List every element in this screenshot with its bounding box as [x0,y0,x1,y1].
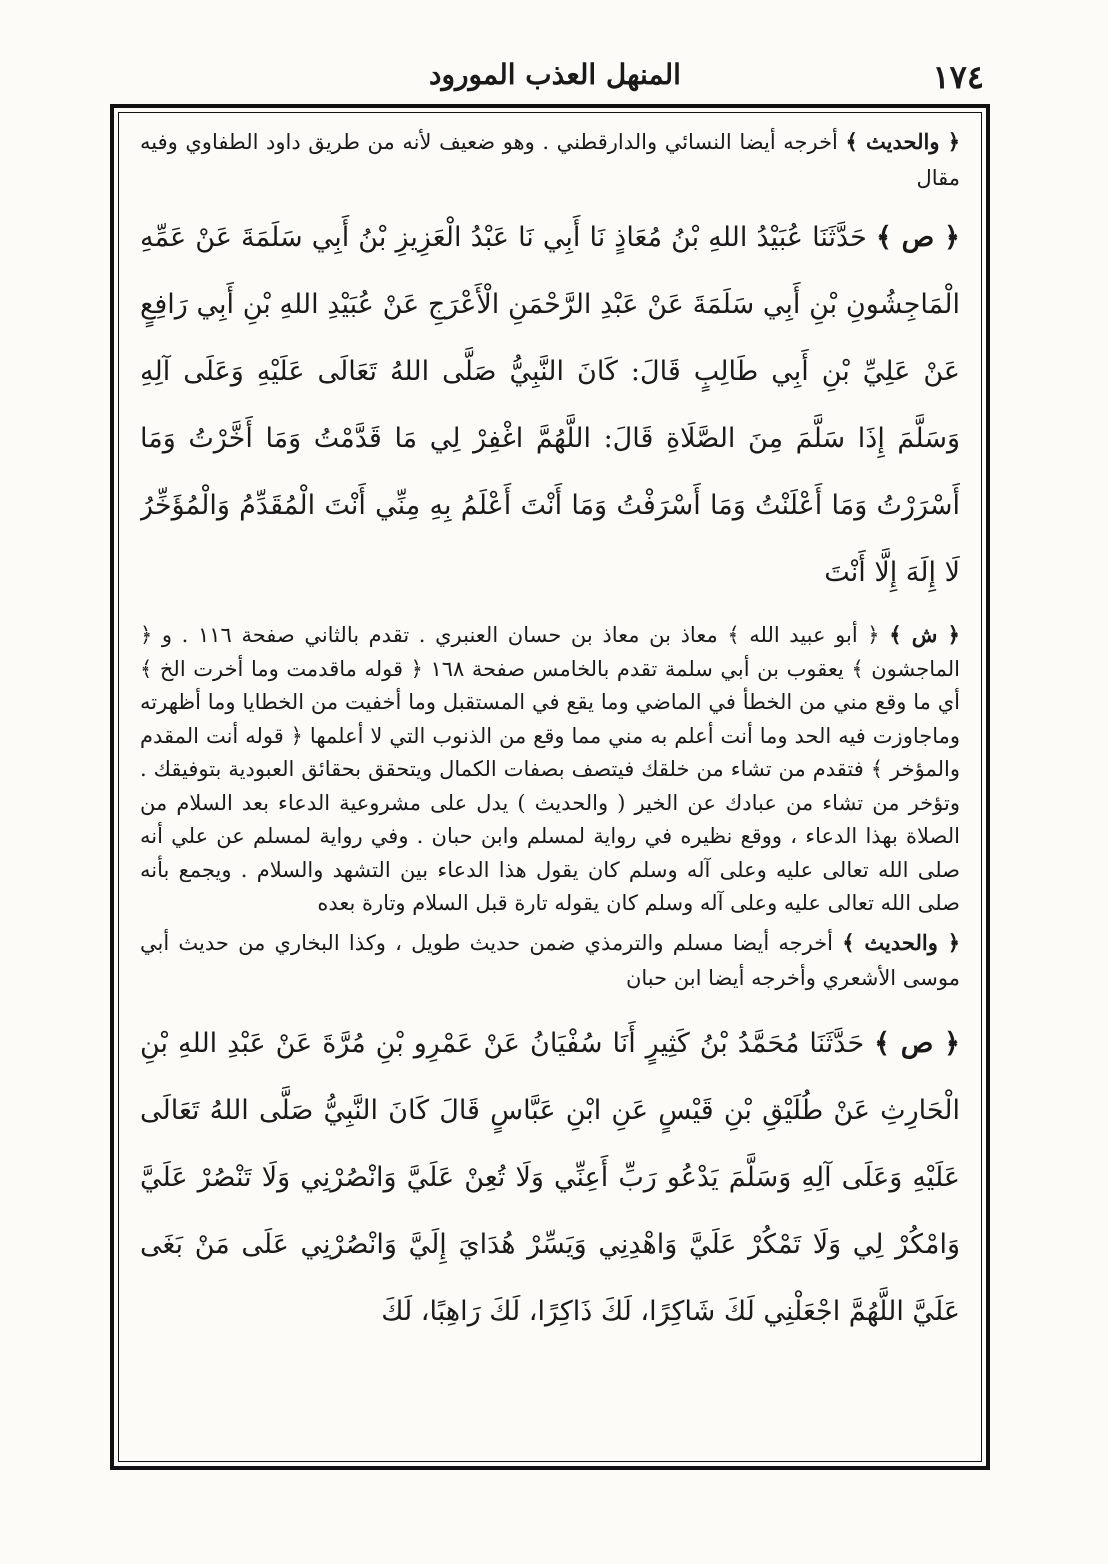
hadith-tag-1: ﴿ ص ﴾ [875,222,960,253]
commentary [140,618,960,921]
page-number: ١٧٤ [932,58,984,96]
running-title: المنهل العذب المورود [429,58,681,91]
note-tag-2: ﴿ والحديث ﴾ [842,929,960,955]
commentary-tag: ﴿ ش ﴾ [889,622,960,647]
hadith-tag-2: ﴿ ص ﴾ [874,1027,960,1059]
hadith-note-2 [140,925,960,996]
hadith-body-1: حَدَّثَنَا عُبَيْدُ اللهِ بْنُ مُعَاذٍ نَا أَبِي نَا عَبْدُ الْعَزِيزِ بْنُ أَبِي سَلَمَةَ عَنْ عَمِّهِ الْمَاجِشُونِ بْنِ أَبِي سَلَمَةَ عَنْ عَبْدِ الرَّحْمَنِ الْأَعْرَجِ عَنْ عُبَيْدِ اللهِ بْنِ أَبِي رَافِعٍ عَنْ عَلِيِّ بْنِ أَبِي طَالِبٍ قَالَ: كَانَ النَّبِيُّ صَلَّى اللهُ تَعَالَى عَلَيْهِ وَعَلَى آلِهِ وَسَلَّمَ إِذَا سَلَّمَ مِنَ الصَّلَاةِ قَالَ: اللَّهُمَّ اغْفِرْ لِي مَا قَدَّمْتُ وَمَا أَخَّرْتُ وَمَا أَسْرَرْتُ وَمَا أَعْلَنْتُ وَمَا أَسْرَفْتُ وَمَا أَنْتَ أَعْلَمُ بِهِ مِنِّي أَنْتَ الْمُقَدِّمُ وَالْمُؤَخِّرُ لَا إِلَهَ إِلَّا أَنْتَ [140,222,960,588]
note-tag-1: ﴿ والحديث ﴾ [845,129,960,154]
page-header [120,50,990,100]
page-content [140,124,960,1444]
hadith-text-1 [140,204,960,606]
hadith-text-2 [140,1010,960,1345]
hadith-body-2: حَدَّثَنَا مُحَمَّدُ بْنُ كَثِيرٍ أَنَا سُفْيَانُ عَنْ عَمْرِو بْنِ مُرَّةَ عَنْ عَبْدِ اللهِ بْنِ الْحَارِثِ عَنْ طُلَيْقِ بْنِ قَيْسٍ عَنِ ابْنِ عَبَّاسٍ قَالَ كَانَ النَّبِيُّ صَلَّى اللهُ تَعَالَى عَلَيْهِ وَعَلَى آلِهِ وَسَلَّمَ يَدْعُو رَبِّ أَعِنِّي وَلَا تُعِنْ عَلَيَّ وَانْصُرْنِي وَلَا تَنْصُرْ عَلَيَّ وَامْكُرْ لِي وَلَا تَمْكُرْ عَلَيَّ وَاهْدِنِي وَيَسِّرْ هُدَايَ إِلَيَّ وَانْصُرْنِي عَلَى مَنْ بَغَى عَلَيَّ اللَّهُمَّ اجْعَلْنِي لَكَ شَاكِرًا، لَكَ ذَاكِرًا، لَكَ رَاهِبًا، لَكَ [140,1027,960,1327]
commentary-body: ﴿ أبو عبيد الله ﴾ معاذ بن معاذ بن حسان العنبري . تقدم بالثاني صفحة ١١٦ . و ﴿ الماجشون ﴾ يعقوب بن أبي سلمة تقدم بالخامس صفحة ١٦٨ ﴿ قوله ماقدمت وما أخرت الخ ﴾ أي ما وقع مني من الخطأ في الماضي وما يقع في المستقبل وما أخفيت من الخطايا وما أظهرته وماجاوزت فيه الحد وما أنت أعلم به مني مما وقع من الذنوب التي لا أعلمها ﴿ قوله أنت المقدم والمؤخر ﴾ فتقدم من تشاء من خلقك فيتصف بصفات الكمال ويتحقق بحقائق العبودية بتوفيقك . وتؤخر من تشاء من عبادك عن الخير ( والحديث ) يدل على مشروعية الدعاء بعد السلام من الصلاة بهذا الدعاء ، ووقع نظيره في رواية لمسلم وابن حبان . وفي رواية لمسلم عن علي أنه صلى الله تعالى عليه وعلى آله وسلم كان يقول هذا الدعاء بين التشهد والسلام . ويجمع بأنه صلى الله تعالى عليه وعلى آله وسلم كان يقوله تارة قبل السلام وتارة بعده [140,623,960,915]
note-text-2: أخرجه أيضا مسلم والترمذي ضمن حديث طويل ، وكذا البخاري من حديث أبي موسى الأشعري وأخرجه أيضا ابن حبان [140,930,960,990]
note-text-1: أخرجه أيضا النسائي والدارقطني . وهو ضعيف لأنه من طريق داود الطفاوي وفيه مقال [140,130,960,190]
hadith-note-1 [140,124,960,196]
